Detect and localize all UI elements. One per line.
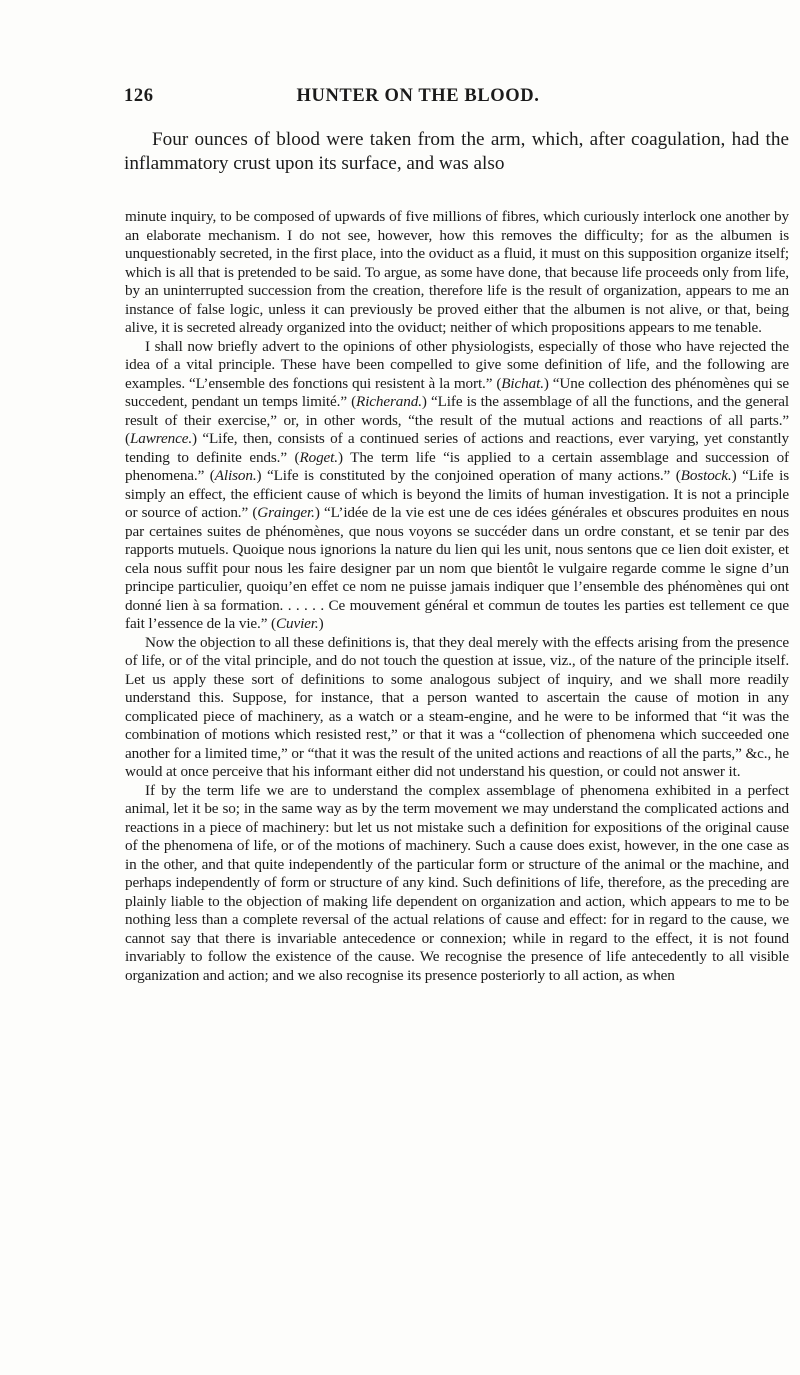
text-run: ) “Life, then, consists of a continued series of actions and reactions, ever varying, yet constantly tending to definite ends.” ( <box>125 430 789 466</box>
text-run: If by the term life we are to understand the complex assemblage of phenomena exhibited in a perfect animal, let it be so; in the same way as by the term movement we may understand the complicated actions and reactions in a piece of machinery: but let us not mistake such a definition for expositions of the original cause of the phenomena of life, or of the motions of machinery. Such a cause does exist, however, in the one case as in the other, and that quite independently of the particular form or structure of the animal or the machine, and perhaps independently of form or structure of any kind. Such definitions of life, therefore, as the preceding are plainly liable to the objection of making life dependent on organization and action, which appears to me to be nothing less than a complete reversal of the actual relations of cause and effect: for in regard to the cause, we cannot say that there is invariable antecedence or connexion; while in regard to the effect, it is not found invariably to follow the existence of the cause. We recognise the presence of life antecedently to all visible organization and action; and we also recognise its presence posteriorly to all action, as when <box>125 781 789 984</box>
body-text <box>125 208 789 985</box>
text-run: I shall now briefly advert to the opinions of other physiologists, especially of those who have rejected the idea of a vital principle. These have been compelled to give some definition of life, and the following are examples. “L’ensemble des fonctions qui resistent à la mort.” ( <box>125 337 789 392</box>
text-run: Now the objection to all these definitions is, that they deal merely with the effects arising from the presence of life, or of the vital principle, and do not touch the question at issue, viz., of the nature of the principle itself. Let us apply these sort of definitions to some analogous subject of inquiry, and we shall more readily understand this. Suppose, for instance, that a person wanted to ascertain the cause of motion in any complicated piece of machinery, as a watch or a steam-engine, and he were to be informed that “it was the combination of motions which resisted rest,” or that it was a “collection of phenomena which succeeded one another for a limited time,” or “that it was the result of the united actions and reactions of all the parts,” &c., he would at once perceive that his informant either did not understand his question, or could not answer it. <box>125 633 789 780</box>
citation-name: Grainger. <box>257 504 315 521</box>
text-run: ) <box>318 615 324 632</box>
text-run: ) “L’idée de la vie est une de ces idées générales et obscures produites en nous par certaines suites de phénomènes, que nous voyons se succéder dans un ordre constant, et se tenir par des rapports mutuels. Quoique nous ignorions la nature du lien qui les unit, nous sentons que ce lien doit exister, et cela nous suffit pour nous les faire designer par un nom que bientôt le vulgaire regarde comme le signe d’un principe particulier, quoiqu’en effet ce nom ne puisse jamais indiquer que l’ensemble des phénomènes qui ont donné lien à sa formation. . . . . . Ce mouvement général et commun de toutes les parties est tellement ce que fait l’essence de la vie.” ( <box>125 504 789 632</box>
paragraph <box>125 338 789 634</box>
page-number: 126 <box>124 86 154 106</box>
paragraph <box>125 782 789 986</box>
paragraph <box>125 634 789 782</box>
text-run: ) “Life is the assemblage of all the functions, and the general result of their exercise,” or, in other words, “the result of the mutual actions and reactions of all parts.” ( <box>125 393 789 447</box>
text-run: ) The term life “is applied to a certain assemblage and succession of phenomena.” ( <box>125 448 789 484</box>
citation-name: Alison. <box>214 467 257 484</box>
running-title: HUNTER ON THE BLOOD. <box>296 86 540 106</box>
citation-name: Roget. <box>299 448 338 466</box>
text-run: minute inquiry, to be composed of upwards of five millions of fibres, which curiously interlock one another by an elaborate mechanism. I do not see, however, how this removes the difficulty; for as the albumen is unquestionably secreted, in the first place, into the oviduct as a fluid, it must on this supposition organize itself; which is all that is pretended to be said. To argue, as some have done, that because life proceeds only from life, by an uninterrupted succession from the creation, therefore life is the result of organization, appears to me an instance of false logic, unless it can previously be proved either that the albumen is not alive, or that, being alive, it is secreted already organized into the oviduct; neither of which propositions appears to me tenable. <box>125 208 789 336</box>
text-run: ) “Life is constituted by the conjoined operation of many actions.” ( <box>256 467 681 484</box>
text-run: ) “Une collection des phénomènes qui se succedent, pendant un temps limité.” ( <box>125 374 789 410</box>
citation-name: Cuvier. <box>275 615 319 632</box>
text-run: ) “Life is simply an effect, the efficient cause of which is beyond the limits of human investigation. It is not a principle or source of action.” ( <box>125 467 789 521</box>
citation-name: Lawrence. <box>129 430 193 447</box>
lead-paragraph: Four ounces of blood were taken from the arm, which, after coagulation, had the inflammatory crust upon its surface, and was also <box>124 129 789 174</box>
citation-name: Bostock. <box>680 467 732 484</box>
citation-name: Richerand. <box>356 393 422 410</box>
running-head <box>124 86 712 110</box>
paragraph <box>125 208 789 338</box>
citation-name: Bichat. <box>501 374 544 392</box>
